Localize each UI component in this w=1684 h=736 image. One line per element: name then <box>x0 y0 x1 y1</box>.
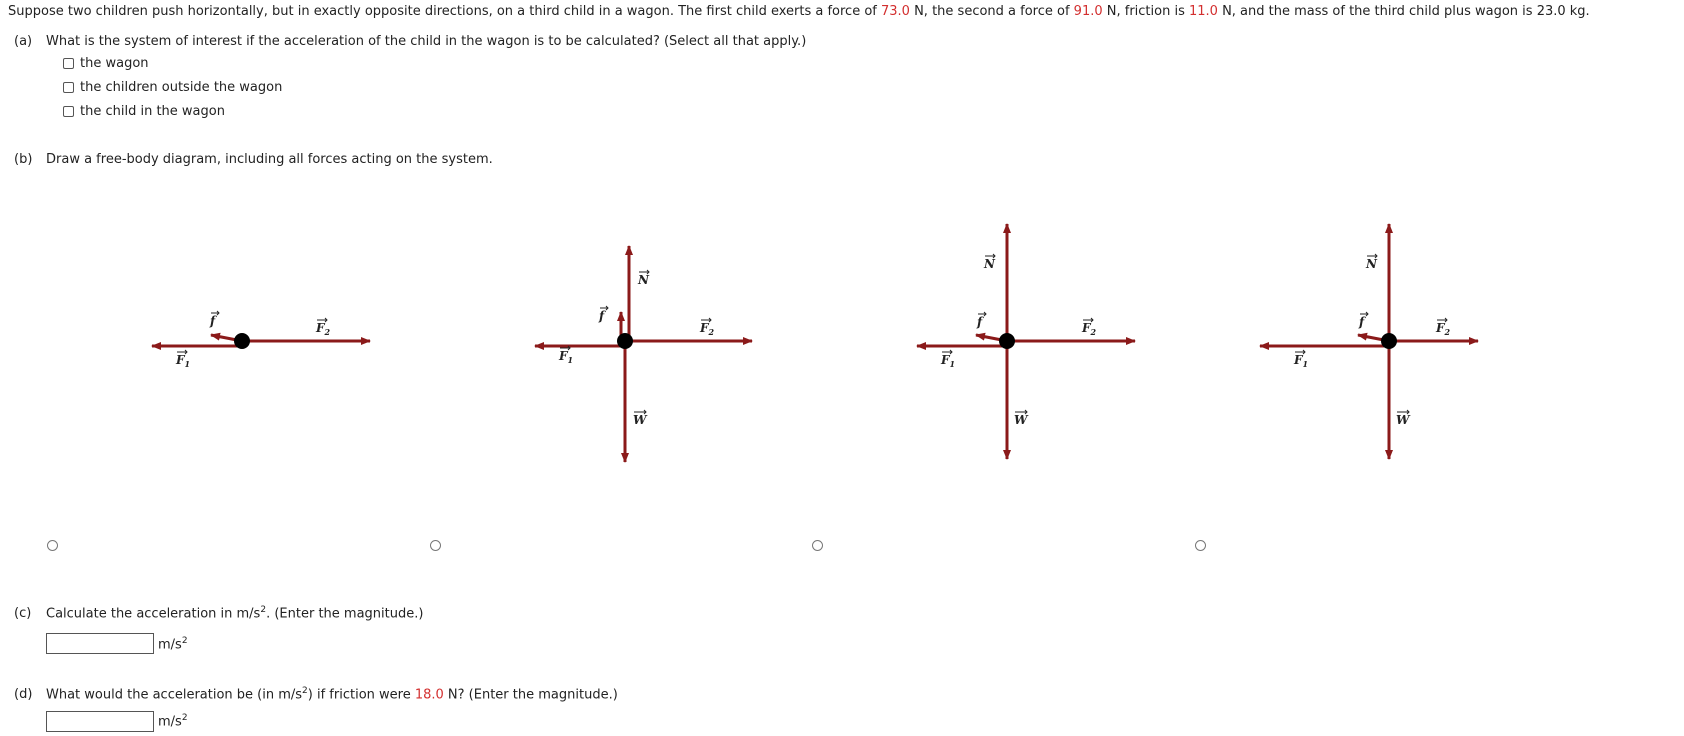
label-N: N <box>1366 257 1377 271</box>
label-W: W <box>1014 413 1028 427</box>
part-a-question: (a) What is the system of interest if the acceleration of the child in the wagon is to be calculated? (Select all that apply.) <box>14 34 807 49</box>
checkbox-the-wagon[interactable] <box>63 58 74 69</box>
option-children-outside[interactable]: the children outside the wagon <box>63 80 282 95</box>
label-f: f <box>210 314 216 328</box>
mass-dot <box>1381 333 1397 349</box>
free-body-diagrams <box>0 200 1684 500</box>
part-c-label: (c) <box>14 606 32 622</box>
label-N: N <box>638 273 649 287</box>
diagram-option-3 <box>917 224 1135 459</box>
part-a-label: (a) <box>14 34 33 49</box>
label-F1: $F_1$ <box>559 349 574 365</box>
friction-value: 11.0 <box>1188 4 1218 19</box>
label-F2: $F_2$ <box>316 321 331 337</box>
mass-dot <box>999 333 1015 349</box>
new-friction-value: 18.0 <box>414 687 444 703</box>
vector-overlines <box>177 254 1447 414</box>
checkbox-children-outside[interactable] <box>63 82 74 93</box>
acceleration-new-friction-unit: $m/s^2$ <box>158 713 188 730</box>
label-f: f <box>977 315 983 329</box>
radio-diagram-3[interactable] <box>812 540 823 551</box>
part-b-question: (b) Draw a free-body diagram, including all forces acting on the system. <box>14 152 493 167</box>
label-f: f <box>599 309 605 323</box>
diagram-option-4 <box>1260 224 1478 459</box>
radio-diagram-4[interactable] <box>1195 540 1206 551</box>
option-the-wagon[interactable]: the wagon <box>63 56 149 71</box>
label-F1: $F_1$ <box>941 353 956 369</box>
label-W: W <box>633 413 647 427</box>
acceleration-input[interactable] <box>46 633 154 654</box>
part-b-label: (b) <box>14 152 33 167</box>
option-child-in-wagon[interactable]: the child in the wagon <box>63 104 225 119</box>
mass-dot <box>617 333 633 349</box>
diagram-option-1 <box>152 314 370 369</box>
force-2-value: 91.0 <box>1073 4 1103 19</box>
part-d-label: (d) <box>14 687 33 703</box>
radio-diagram-2[interactable] <box>430 540 441 551</box>
label-W: W <box>1396 413 1410 427</box>
label-F1: $F_1$ <box>1294 353 1309 369</box>
part-c-question: (c) Calculate the acceleration in $m/s^2$. (Enter the magnitude.) <box>14 605 424 622</box>
label-f: f <box>1359 315 1365 329</box>
problem-statement: Suppose two children push horizontally, but in exactly opposite directions, on a third child in a wagon. The first child exerts a force of 73.0 N, the second a force of 91.0 N, friction is 11.0 N, and the mass of the third child plus wagon is 23.0 kg. <box>8 4 1590 19</box>
acceleration-unit: $m/s^2$ <box>158 636 188 653</box>
label-F1: $F_1$ <box>176 353 191 369</box>
checkbox-child-in-wagon[interactable] <box>63 106 74 117</box>
label-N: N <box>984 257 995 271</box>
label-F2: $F_2$ <box>1436 321 1451 337</box>
radio-diagram-1[interactable] <box>47 540 58 551</box>
label-F2: $F_2$ <box>700 321 715 337</box>
label-F2: $F_2$ <box>1082 321 1097 337</box>
part-d-question: (d) What would the acceleration be (in $m/s^2$) if friction were 18.0 N? (Enter the magnitude.) <box>14 686 618 703</box>
force-1-value: 73.0 <box>881 4 910 19</box>
acceleration-new-friction-input[interactable] <box>46 711 154 732</box>
mass-dot <box>234 333 250 349</box>
diagram-option-2 <box>535 246 752 462</box>
